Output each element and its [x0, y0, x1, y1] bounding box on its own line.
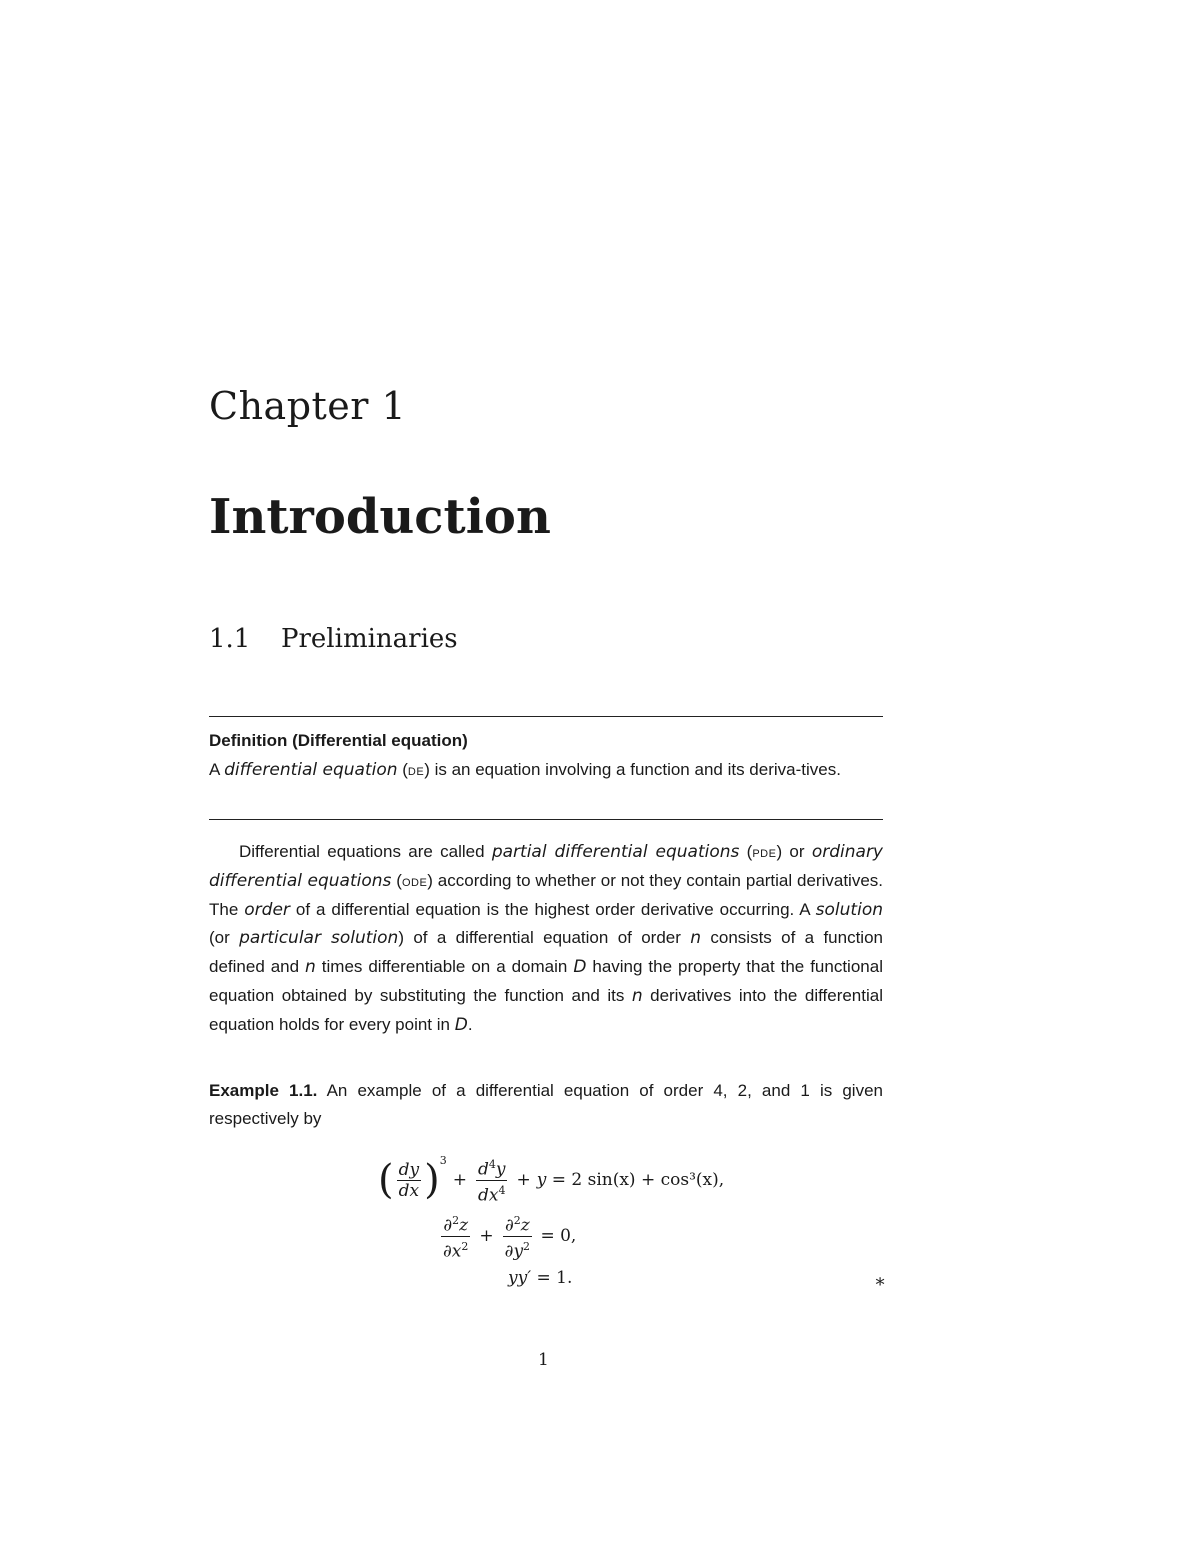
text: (or: [209, 928, 240, 948]
example-paragraph: [209, 1077, 883, 1133]
text: (: [739, 842, 753, 861]
section-heading: [209, 622, 458, 656]
term: solution: [815, 899, 883, 920]
abbreviation: pde: [752, 844, 777, 861]
math-var: n: [690, 928, 702, 949]
text: ) or: [776, 842, 812, 861]
term: ordinary differential equations: [209, 842, 883, 891]
text: ) according to whether or not they contain partial derivatives. The: [209, 870, 884, 919]
example-label: Example 1.1.: [209, 1081, 318, 1100]
page-number: 1: [538, 1350, 549, 1370]
text: ) of a differential equation of order: [398, 928, 691, 948]
abbreviation: ode: [401, 872, 428, 890]
math-var: D: [573, 957, 587, 978]
section-number: 1.1: [209, 624, 251, 654]
term: order: [244, 899, 290, 920]
equation-3-rhs: = 1.: [536, 1268, 573, 1288]
chapter-label: Chapter 1: [209, 384, 407, 428]
body-paragraph: [209, 838, 883, 1040]
text: consists of a function defined and: [209, 928, 883, 977]
term: particular solution: [239, 928, 399, 949]
equation-1-rhs: = 2 sin(x) + cos³(x),: [551, 1170, 725, 1190]
equation-2: $\frac{\partial^2z}{\partial x^2}$ + $\frac{\partial^2z}{\partial y^2}$ = 0,: [443, 1213, 577, 1262]
math-var: n: [631, 985, 643, 1006]
abbreviation: de: [407, 762, 425, 779]
chapter-title: Introduction: [209, 489, 551, 545]
section-title: Preliminaries: [281, 624, 458, 654]
text: derivatives into the differential equation holds for every point in: [209, 985, 883, 1034]
text: A: [209, 760, 225, 779]
text: Differential equations are called: [239, 842, 492, 861]
text: An example of a differential equation of order 4, 2, and 1 is given respectively by: [209, 1081, 883, 1128]
equation-3-lhs: yy′: [508, 1268, 532, 1288]
math-var: D: [454, 1014, 468, 1035]
text: (: [397, 760, 408, 779]
equation-3: [508, 1268, 572, 1288]
equation-2-rhs: = 0,: [540, 1226, 577, 1246]
math-var: n: [305, 957, 316, 978]
definition-bottom-rule: [209, 819, 883, 820]
text: having the property that the functional equation obtained by substituting the function and its: [209, 957, 883, 1005]
end-of-example-marker: ∗: [874, 1271, 887, 1292]
term: partial differential equations: [491, 842, 740, 862]
defined-term: differential equation: [224, 760, 398, 780]
text: (: [391, 870, 402, 890]
text: times differentiable on a domain: [315, 957, 574, 977]
text: ) is an equation involving a function and its deriva-tives.: [424, 760, 841, 779]
definition-top-rule: [209, 716, 883, 717]
definition-heading: Definition (Differential equation): [209, 731, 468, 750]
equation-1: ( $\frac{dy}{dx}$ ) $^3$ + $\frac{d^4y}{dx^4}$ + y = 2 sin(x) + cos³(x),: [378, 1154, 725, 1206]
text: of a differential equation is the highest order derivative occurring. A: [289, 899, 816, 919]
text: .: [467, 1014, 473, 1034]
definition-body: [209, 756, 883, 785]
